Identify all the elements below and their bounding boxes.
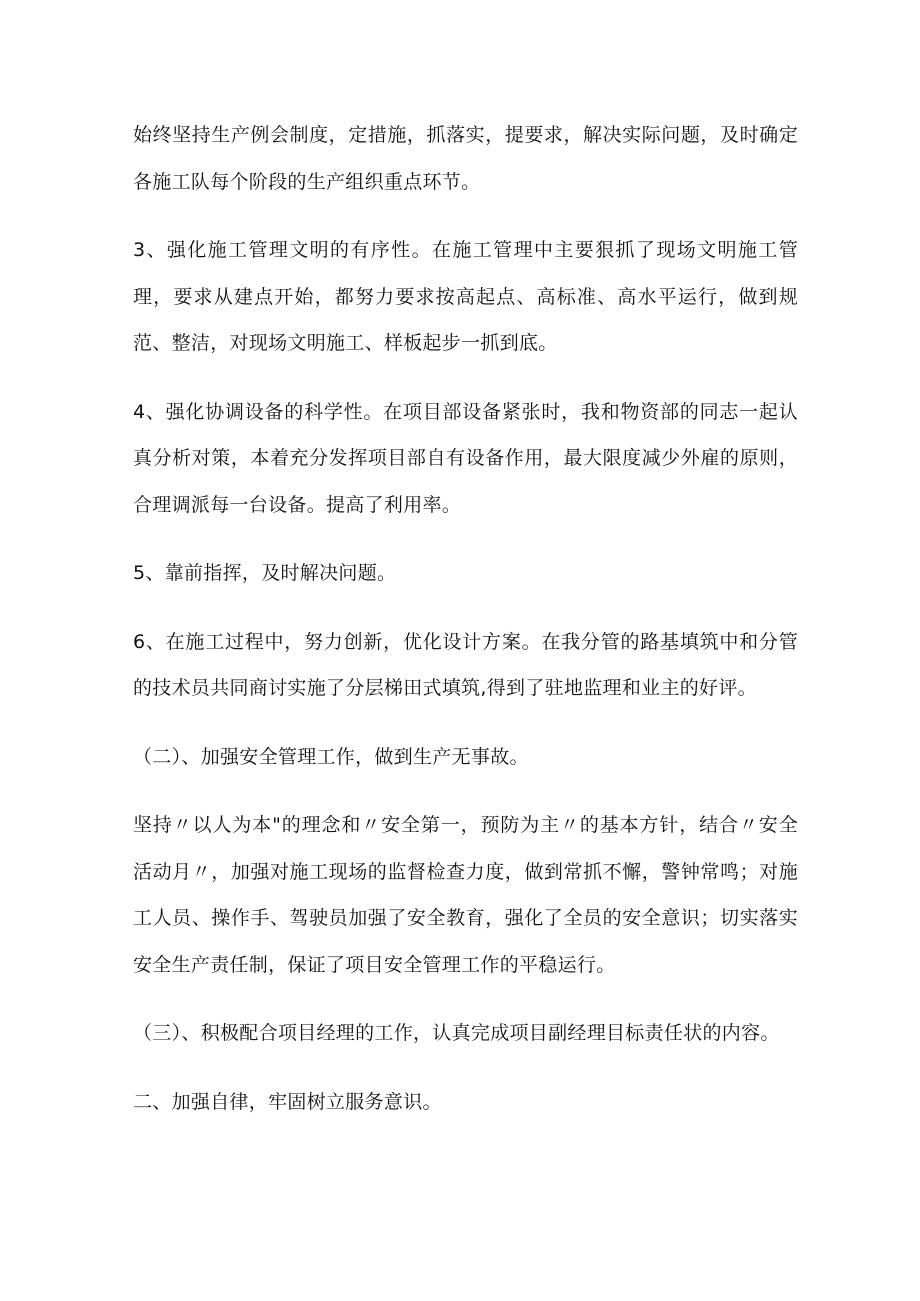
section-heading-safety: （二）、加强安全管理工作，做到生产无事故。 bbox=[133, 745, 529, 768]
document-body bbox=[133, 112, 798, 1125]
paragraph-safety-details: 坚持〃以人为本"的理念和〃安全第一，预防为主〃的基本方针，结合〃安全活动月〃，加强对施工现场的监督检查力度，做到常抓不懈，警钟常鸣；对施工人员、操作手、驾驶员加强了安全教育，强化了全员的安全意识；切实落实安全生产责任制，保证了项目安全管理工作的平稳运行。 bbox=[133, 814, 798, 976]
paragraph-item-5-command: 5、靠前指挥，及时解决问题。 bbox=[133, 562, 397, 584]
paragraph-item-3-civilized-construction: 3、强化施工管理文明的有序性。在施工管理中主要狠抓了现场文明施工管理，要求从建点开始，都努力要求按高起点、高标准、高水平运行，做到规范、整洁，对现场文明施工、样板起步一抓到底。 bbox=[133, 239, 798, 354]
paragraph-gap bbox=[133, 528, 798, 550]
paragraph-gap bbox=[133, 205, 798, 227]
paragraph-gap bbox=[133, 1057, 798, 1079]
paragraph-gap bbox=[133, 780, 798, 802]
paragraph-production-meeting: 始终坚持生产例会制度，定措施，抓落实，提要求，解决实际问题，及时确定各施工队每个阶段的生产组织重点环节。 bbox=[133, 124, 798, 193]
paragraph-gap bbox=[133, 988, 798, 1010]
paragraph-item-6-innovation: 6、在施工过程中，努力创新，优化设计方案。在我分管的路基填筑中和分管的技术员共同商讨实施了分层梯田式填筑,得到了驻地监理和业主的好评。 bbox=[133, 630, 798, 699]
section-heading-self-discipline: 二、加强自律，牢固树立服务意识。 bbox=[133, 1090, 442, 1113]
paragraph-item-4-equipment-coordination: 4、强化协调设备的科学性。在项目部设备紧张时，我和物资部的同志一起认真分析对策，本着充分发挥项目部自有设备作用，最大限度减少外雇的原则，合理调派每一台设备。提高了利用率。 bbox=[133, 400, 798, 516]
paragraph-gap bbox=[133, 712, 798, 734]
paragraph-gap bbox=[133, 597, 798, 619]
section-heading-cooperation: （三）、积极配合项目经理的工作，认真完成项目副经理目标责任状的内容。 bbox=[133, 1022, 780, 1044]
paragraph-gap bbox=[133, 367, 798, 389]
